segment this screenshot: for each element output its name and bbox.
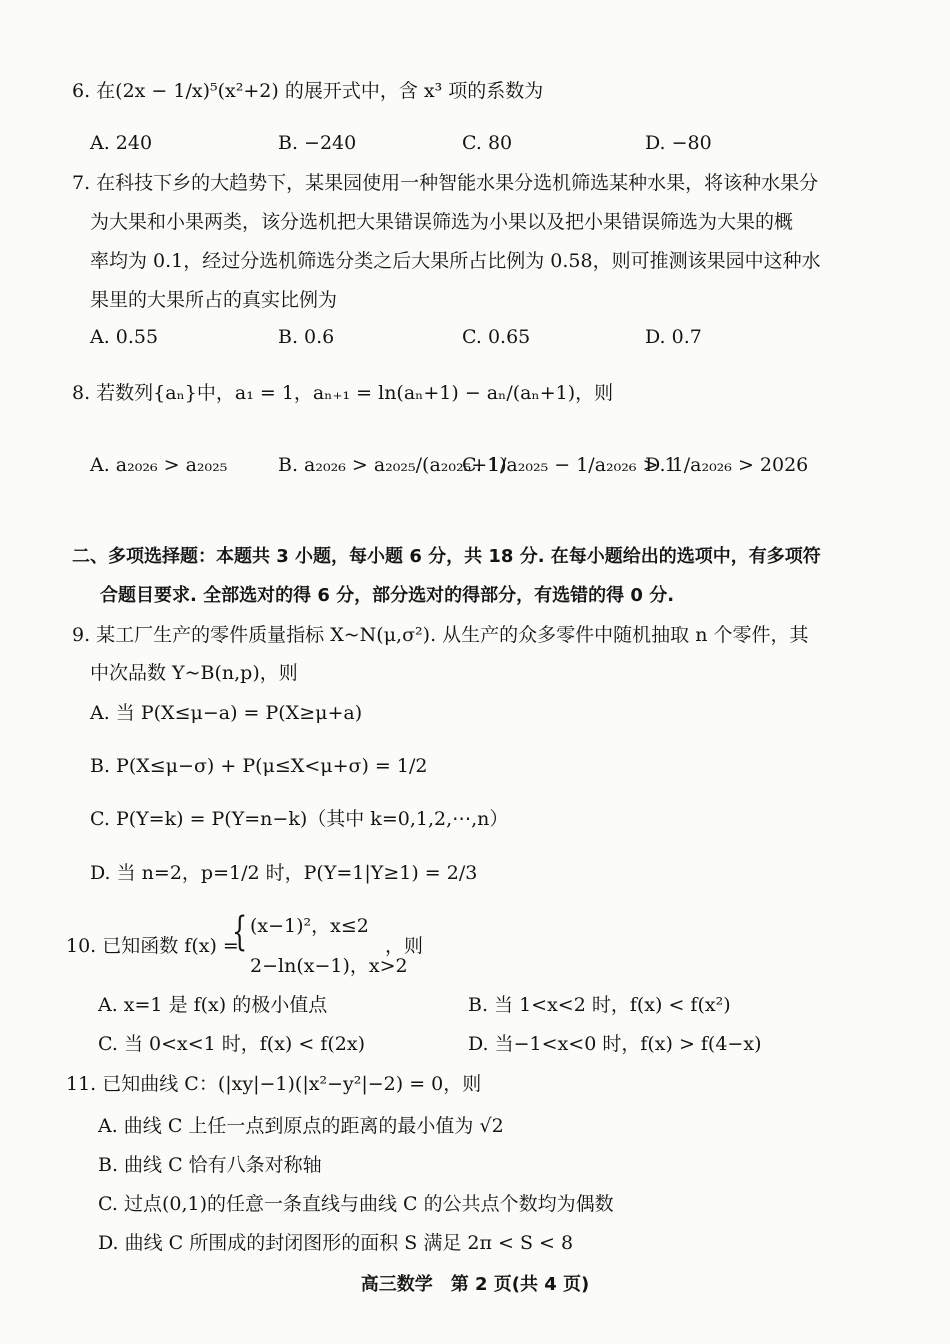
q6-stem: 6. 在(2x − 1/x)⁵(x²+2) 的展开式中，含 x³ 项的系数为 — [72, 80, 544, 102]
q11-option-a: A. 曲线 C 上任一点到原点的距离的最小值为 √2 — [98, 1115, 504, 1137]
q7-option-d: D. 0.7 — [645, 326, 702, 348]
q8-option-c: C. 1/a₂₀₂₅ − 1/a₂₀₂₆ > 1 — [462, 454, 677, 476]
q7-line-4: 果里的大果所占的真实比例为 — [90, 289, 338, 311]
q10-option-c: C. 当 0<x<1 时，f(x) < f(2x) — [98, 1033, 365, 1055]
q11-option-c: C. 过点(0,1)的任意一条直线与曲线 C 的公共点个数均为偶数 — [98, 1193, 614, 1215]
page-footer: 高三数学 第 2 页(共 4 页) — [360, 1274, 590, 1295]
q10-case-1: (x−1)²，x≤2 — [250, 915, 369, 937]
q9-line-2: 中次品数 Y~B(n,p)，则 — [90, 662, 298, 684]
q7-option-b: B. 0.6 — [278, 326, 335, 348]
q11-option-b: B. 曲线 C 恰有八条对称轴 — [98, 1154, 322, 1176]
q11-option-d: D. 曲线 C 所围成的封闭图形的面积 S 满足 2π < S < 8 — [98, 1232, 574, 1254]
q7-option-c: C. 0.65 — [462, 326, 531, 348]
section2-heading-line2: 合题目要求. 全部选对的得 6 分，部分选对的得部分，有选错的得 0 分. — [100, 585, 675, 606]
q10-option-d: D. 当−1<x<0 时，f(x) > f(4−x) — [468, 1033, 762, 1055]
q9-option-d: D. 当 n=2，p=1/2 时，P(Y=1|Y≥1) = 2/3 — [90, 862, 478, 884]
q9-option-a: A. 当 P(X≤μ−a) = P(X≥μ+a) — [90, 702, 363, 724]
q6-option-d: D. −80 — [645, 132, 712, 154]
q8-option-d: D. 1/a₂₀₂₆ > 2026 — [645, 454, 809, 476]
q11-stem: 11. 已知曲线 C：(|xy|−1)(|x²−y²|−2) = 0，则 — [66, 1073, 482, 1095]
q9-option-c: C. P(Y=k) = P(Y=n−k)（其中 k=0,1,2,⋯,n） — [90, 808, 509, 830]
q7-line-2: 为大果和小果两类，该分选机把大果错误筛选为小果以及把小果错误筛选为大果的概 — [90, 211, 794, 233]
q6-option-a: A. 240 — [90, 132, 153, 154]
q9-option-b: B. P(X≤μ−σ) + P(μ≤X<μ+σ) = 1/2 — [90, 755, 428, 777]
q7-option-a: A. 0.55 — [90, 326, 159, 348]
q8-option-b: B. a₂₀₂₆ > a₂₀₂₅/(a₂₀₂₅+1) — [278, 454, 507, 476]
section2-heading-line1: 二、多项选择题：本题共 3 小题，每小题 6 分，共 18 分. 在每小题给出的选项中，有多项符 — [72, 546, 821, 567]
q7-line-1: 7. 在科技下乡的大趋势下，某果园使用一种智能水果分选机筛选某种水果，将该种水果分 — [72, 172, 819, 194]
q9-line-1: 9. 某工厂生产的零件质量指标 X~N(μ,σ²). 从生产的众多零件中随机抽取 n 个零件，其 — [72, 624, 809, 646]
q10-stem-suffix: ，则 — [385, 935, 424, 957]
q8-stem: 8. 若数列{aₙ}中，a₁ = 1，aₙ₊₁ = ln(aₙ+1) − aₙ/(aₙ+1)，则 — [72, 382, 614, 404]
q6-option-b: B. −240 — [278, 132, 357, 154]
q10-option-b: B. 当 1<x<2 时，f(x) < f(x²) — [468, 994, 731, 1016]
q10-brace: { — [232, 909, 248, 955]
q10-case-2: 2−ln(x−1)，x>2 — [250, 955, 408, 977]
q10-option-a: A. x=1 是 f(x) 的极小值点 — [98, 994, 328, 1016]
q6-option-c: C. 80 — [462, 132, 513, 154]
q8-option-a: A. a₂₀₂₆ > a₂₀₂₅ — [90, 454, 228, 476]
q10-stem-prefix: 10. 已知函数 f(x) = — [66, 935, 239, 957]
q7-line-3: 率均为 0.1，经过分选机筛选分类之后大果所占比例为 0.58，则可推测该果园中这种水 — [90, 250, 821, 272]
